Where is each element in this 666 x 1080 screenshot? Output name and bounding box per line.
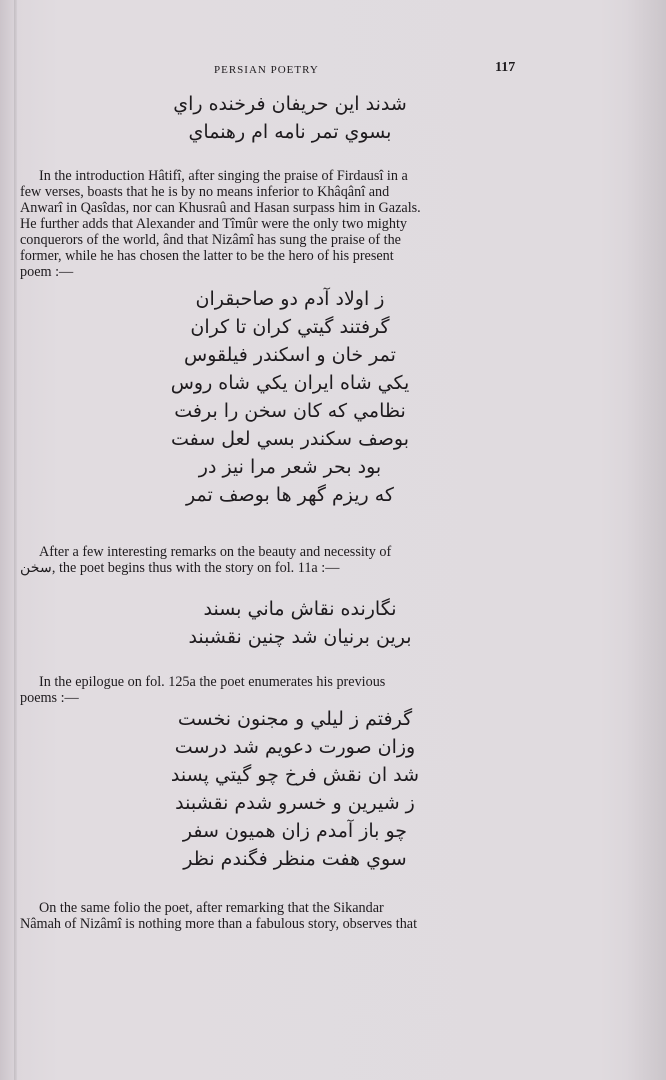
verse-block-1 <box>150 90 430 146</box>
text-line: former, while he has chosen the latter to be the hero of his present <box>20 248 394 264</box>
verse-line: چو باز آمدم زان همیون سفر <box>182 820 408 842</box>
text-line: poem :— <box>20 264 74 280</box>
page-edge-shadow <box>626 0 666 1080</box>
verse-line: تمر خان و اسکندر فیلقوس <box>184 344 396 366</box>
verse-block-4 <box>160 705 430 873</box>
verse-block-3 <box>170 595 430 651</box>
verse-block-2 <box>160 285 420 509</box>
page-gutter <box>14 0 17 1080</box>
verse-line: ز اولاد آدم دو صاحبقران <box>195 288 385 310</box>
paragraph-introduction <box>20 168 540 280</box>
running-head: PERSIAN POETRY <box>214 64 319 76</box>
verse-line: گرفتم ز لیلي و مجنون نخست <box>177 708 413 730</box>
verse-line: نظامي که کان سخن را برفت <box>174 400 406 422</box>
verse-line: یکي شاه ایران یکي شاه روس <box>170 372 410 394</box>
verse-line: بسوي تمر نامه ام رهنماي <box>188 121 392 143</box>
verse-line: شد ان نقش فرخ چو گیتي پسند <box>170 764 420 786</box>
text-line: He further adds that Alexander and Tîmûr were the only two mighty <box>20 216 408 232</box>
text-line: few verses, boasts that he is by no means inferior to Khâqânî and <box>20 184 390 200</box>
paragraph-epilogue <box>20 674 536 706</box>
verse-line: که ریزم گهر ها بوصف تمر <box>186 484 394 506</box>
text-line: In the epilogue on fol. 125a the poet enumerates his previous <box>39 674 386 690</box>
page-header <box>0 60 666 84</box>
text-line: Anwarî in Qasîdas, nor can Khusraû and Hasan surpass him in Gazals. <box>20 200 421 216</box>
text-line: In the introduction Hâtifî, after singing the praise of Firdausî in a <box>39 168 408 184</box>
verse-line: وزان صورت دعویم شد درست <box>174 736 416 758</box>
text-line: After a few interesting remarks on the beauty and necessity of <box>39 544 392 560</box>
page-number: 117 <box>495 60 516 75</box>
paragraph-remarks <box>20 544 536 576</box>
verse-line: سوي هفت منظر فگندم نظر <box>183 848 407 870</box>
verse-line: نگارنده نقاش ماني بسند <box>203 598 397 620</box>
verse-line: برین برنیان شد چنین نقشبند <box>188 626 412 648</box>
text-line: سخن, the poet begins thus with the story on fol. 11a :— <box>20 560 340 576</box>
text-line: conquerors of the world, ând that Nizâmî has sung the praise of the <box>20 232 401 248</box>
text-line: On the same folio the poet, after remarking that the Sikandar <box>39 900 384 916</box>
verse-line: بوصف سکندر بسي لعل سفت <box>171 428 409 450</box>
verse-line: ز شیرین و خسرو شدم نقشبند <box>175 792 415 814</box>
verse-line: بود بحر شعر مرا نیز در <box>198 456 382 478</box>
verse-line: گرفتند گیتي کران تا کران <box>190 316 390 338</box>
text-line: Nâmah of Nizâmî is nothing more than a fabulous story, observes that <box>20 916 418 932</box>
paragraph-folio <box>20 900 540 932</box>
verse-line: شدند این حریفان فرخنده راي <box>173 93 407 115</box>
text-line: poems :— <box>20 690 79 706</box>
